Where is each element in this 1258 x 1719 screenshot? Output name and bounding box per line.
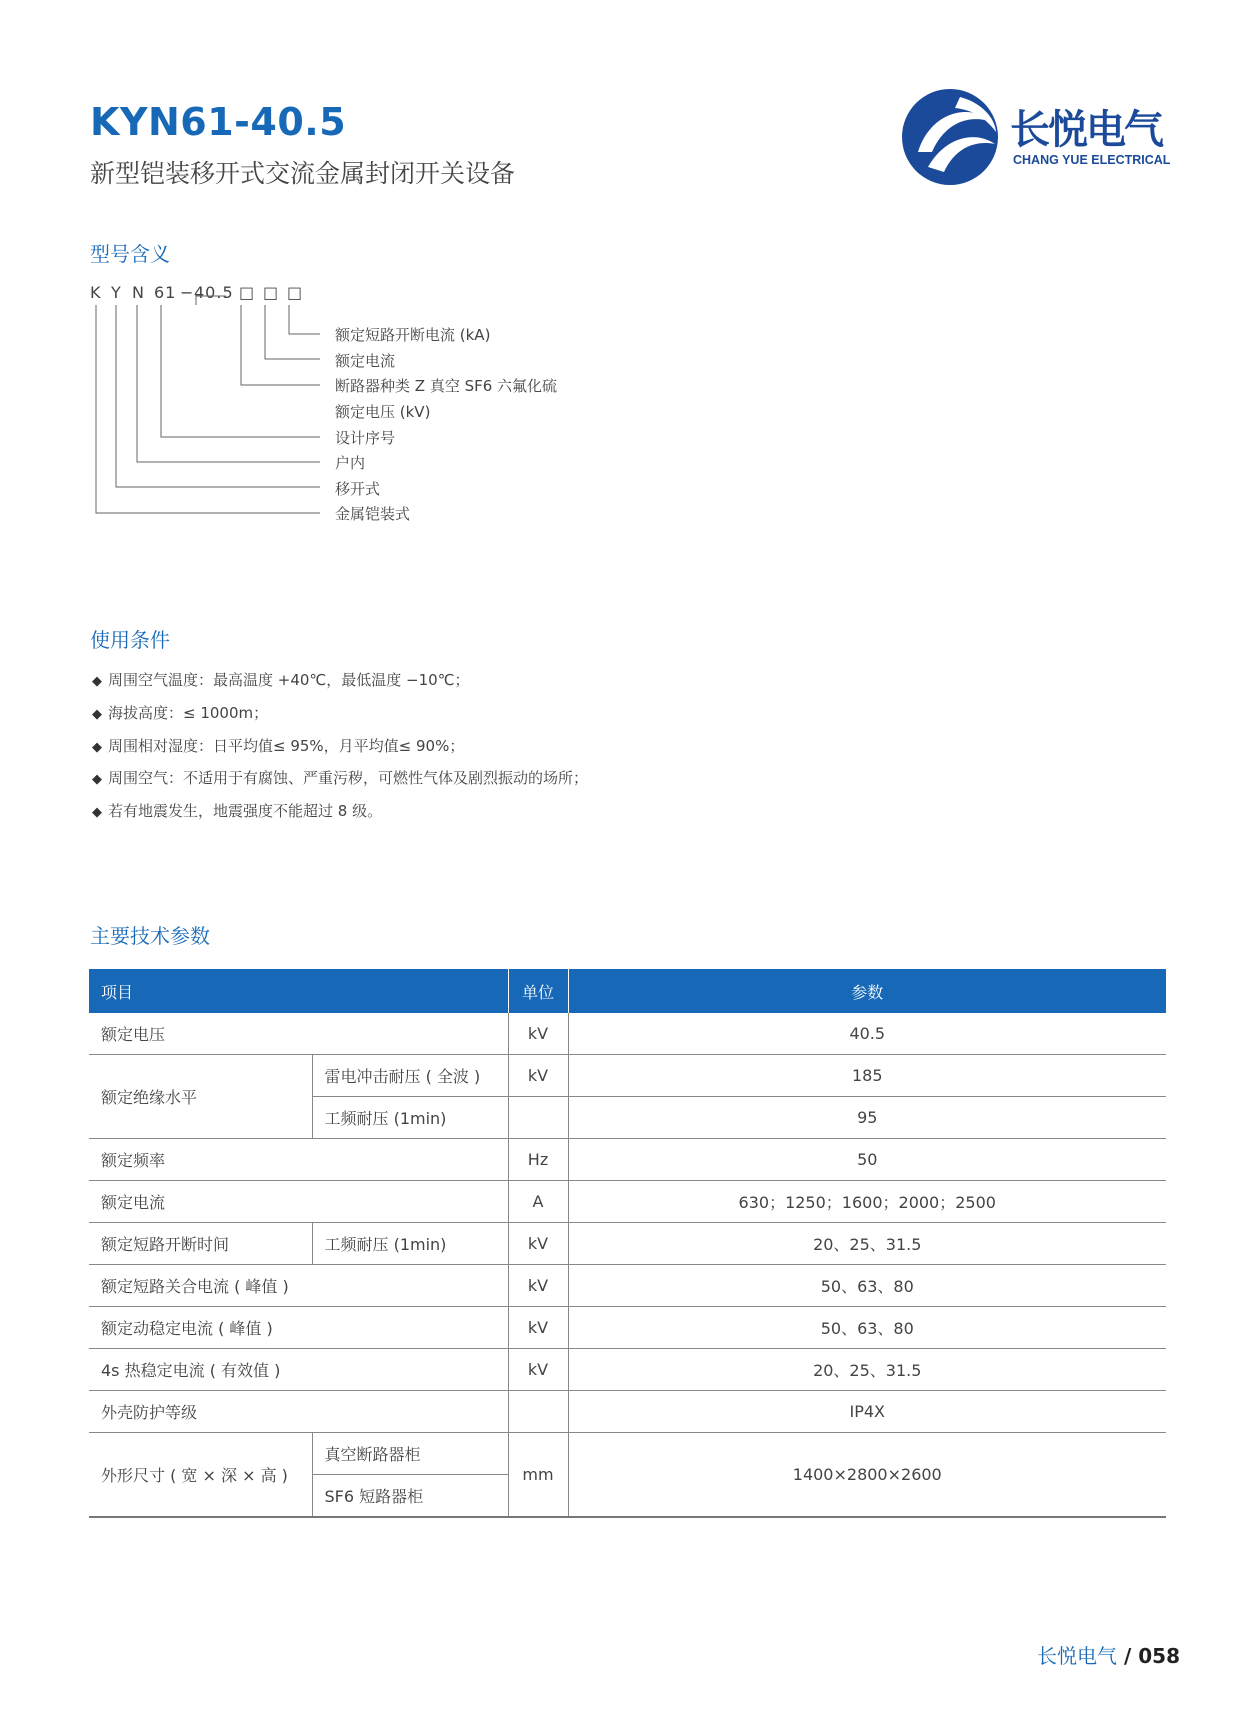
model-label: 额定电流 bbox=[335, 352, 396, 370]
page-footer bbox=[1037, 1640, 1180, 1669]
table-row: 额定短路开断时间 工频耐压 (1min) kV 20、25、31.5 bbox=[89, 1223, 1166, 1265]
col-header-item: 项目 bbox=[89, 969, 508, 1013]
table-row: 外形尺寸 ( 宽 × 深 × 高 ) 真空断路器柜 mm 1400×2800×2600 bbox=[89, 1433, 1166, 1475]
table-row: 额定电压 kV 40.5 bbox=[89, 1013, 1166, 1055]
table-row: 额定绝缘水平 雷电冲击耐压 ( 全波 ) kV 185 bbox=[89, 1055, 1166, 1097]
bullet-icon: ◆ bbox=[92, 772, 102, 787]
bullet-icon: ◆ bbox=[92, 707, 102, 722]
bullet-icon: ◆ bbox=[92, 674, 102, 689]
table-row: 额定动稳定电流 ( 峰值 ) kV 50、63、80 bbox=[89, 1307, 1166, 1349]
col-header-unit: 单位 bbox=[508, 969, 568, 1013]
spec-table bbox=[89, 969, 1166, 1518]
table-row: 4s 热稳定电流 ( 有效值 ) kV 20、25、31.5 bbox=[89, 1349, 1166, 1391]
code-box: □ bbox=[287, 283, 304, 302]
code-box: □ bbox=[263, 283, 280, 302]
table-row: 额定短路关合电流 ( 峰值 ) kV 50、63、80 bbox=[89, 1265, 1166, 1307]
condition-item: ◆ 周围空气温度：最高温度 +40℃，最低温度 −10℃； bbox=[92, 671, 470, 689]
footer-brand: 长悦电气 bbox=[1037, 1644, 1117, 1668]
table-row: 外壳防护等级 IP4X bbox=[89, 1391, 1166, 1433]
condition-item: ◆ 若有地震发生，地震强度不能超过 8 级。 bbox=[92, 802, 383, 820]
code-char: 40.5 bbox=[194, 283, 234, 302]
product-subtitle: 新型铠装移开式交流金属封闭开关设备 bbox=[90, 159, 516, 188]
table-row: 额定频率 Hz 50 bbox=[89, 1139, 1166, 1181]
model-label: 额定电压 (kV) bbox=[335, 403, 431, 421]
table-row: 额定电流 A 630；1250；1600；2000；2500 bbox=[89, 1181, 1166, 1223]
model-label: 户内 bbox=[335, 454, 366, 472]
table-row: 工频耐压 (1min) 95 bbox=[89, 1097, 1166, 1139]
condition-item: ◆ 周围相对湿度：日平均值≤ 95%，月平均值≤ 90%； bbox=[92, 737, 465, 755]
model-label: 额定短路开断电流 (kA) bbox=[335, 326, 491, 344]
code-char: 61 bbox=[154, 283, 177, 302]
condition-item: ◆ 海拔高度：≤ 1000m； bbox=[92, 704, 269, 722]
table-row: SF6 短路器柜 bbox=[89, 1475, 1166, 1518]
footer-sep: / bbox=[1117, 1644, 1139, 1668]
model-label: 移开式 bbox=[335, 480, 381, 498]
model-code bbox=[90, 283, 311, 302]
model-label: 设计序号 bbox=[335, 429, 396, 447]
product-title: KYN61-40.5 bbox=[90, 100, 347, 144]
bullet-icon: ◆ bbox=[92, 740, 102, 755]
code-box: □ bbox=[239, 283, 256, 302]
specs-heading: 主要技术参数 bbox=[90, 924, 210, 948]
table-header-row bbox=[89, 969, 1166, 1013]
code-char: N bbox=[132, 283, 145, 302]
logo-text-en: CHANG YUE ELECTRICAL bbox=[1013, 153, 1171, 167]
conditions-heading: 使用条件 bbox=[90, 628, 170, 652]
condition-item: ◆ 周围空气：不适用于有腐蚀、严重污秽，可燃性气体及剧烈振动的场所； bbox=[92, 769, 589, 787]
page-number: 058 bbox=[1138, 1644, 1180, 1668]
bullet-icon: ◆ bbox=[92, 805, 102, 820]
code-char: − bbox=[180, 283, 195, 302]
logo-text-cn: 长悦电气 bbox=[1010, 106, 1162, 153]
model-label: 断路器种类 Z 真空 SF6 六氟化硫 bbox=[335, 377, 558, 395]
col-header-value: 参数 bbox=[568, 969, 1166, 1013]
model-label: 金属铠装式 bbox=[335, 505, 411, 523]
model-meaning-heading: 型号含义 bbox=[90, 242, 170, 266]
code-char: Y bbox=[111, 283, 122, 302]
code-char: K bbox=[90, 283, 102, 302]
